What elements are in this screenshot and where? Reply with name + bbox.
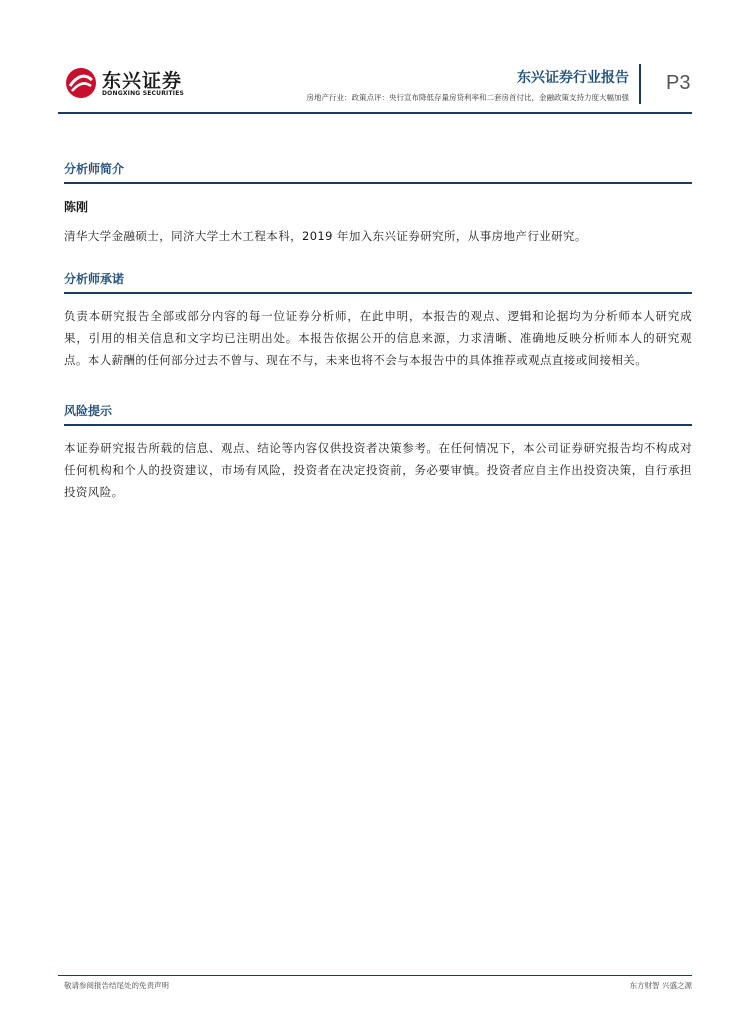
- report-title: 东兴证券行业报告: [517, 70, 629, 86]
- section-heading-risk-notice: 风险提示: [64, 402, 692, 426]
- section-heading-analyst-intro: 分析师简介: [64, 160, 692, 184]
- footer-rule: [58, 975, 692, 976]
- analyst-intro-section: [64, 160, 692, 247]
- footer-disclaimer-note: 敬请参阅报告结尾处的免责声明: [64, 981, 169, 990]
- header-divider: [639, 64, 641, 104]
- commitment-body: 负责本研究报告全部或部分内容的每一位证券分析师，在此申明，本报告的观点、逻辑和论据均为分析师本人研究成果，引用的相关信息和文字均已注明出处。本报告依据公开的信息来源，力求清晰、准确地反映分析师本人的研究观点。本人薪酬的任何部分过去不曾与、现在不与，未来也将不会与本报告中的具体推荐或观点直接或间接相关。: [64, 309, 692, 367]
- analyst-commitment-section: [64, 270, 692, 371]
- analyst-name: 陈刚: [64, 200, 89, 214]
- header-rule: [58, 112, 692, 114]
- report-subtitle: 房地产行业：政策点评：央行宣布降低存量房贷利率和二套房首付比，金融政策支持力度大幅加强: [306, 93, 629, 102]
- analyst-bio: 清华大学金融硕士，同济大学土木工程本科，2019 年加入东兴证券研究所，从事房地产行业研究。: [64, 229, 587, 243]
- footer-slogan: 东方财智 兴盛之源: [629, 981, 692, 990]
- company-logo: [64, 66, 184, 102]
- section-heading-analyst-commitment: 分析师承诺: [64, 270, 692, 294]
- risk-body: 本证券研究报告所载的信息、观点、结论等内容仅供投资者决策参考。在任何情况下，本公司证券研究报告均不构成对任何机构和个人的投资建议，市场有风险，投资者在决定投资前，务必要审慎。投资者应自主作出投资决策，自行承担投资风险。: [64, 441, 692, 499]
- dongxing-logo-icon: [64, 66, 98, 100]
- page-number: P3: [666, 72, 691, 94]
- logo-english-name: DONGXING SECURITIES: [102, 90, 185, 97]
- logo-chinese-name: 东兴证券: [102, 70, 183, 92]
- risk-notice-section: [64, 402, 692, 503]
